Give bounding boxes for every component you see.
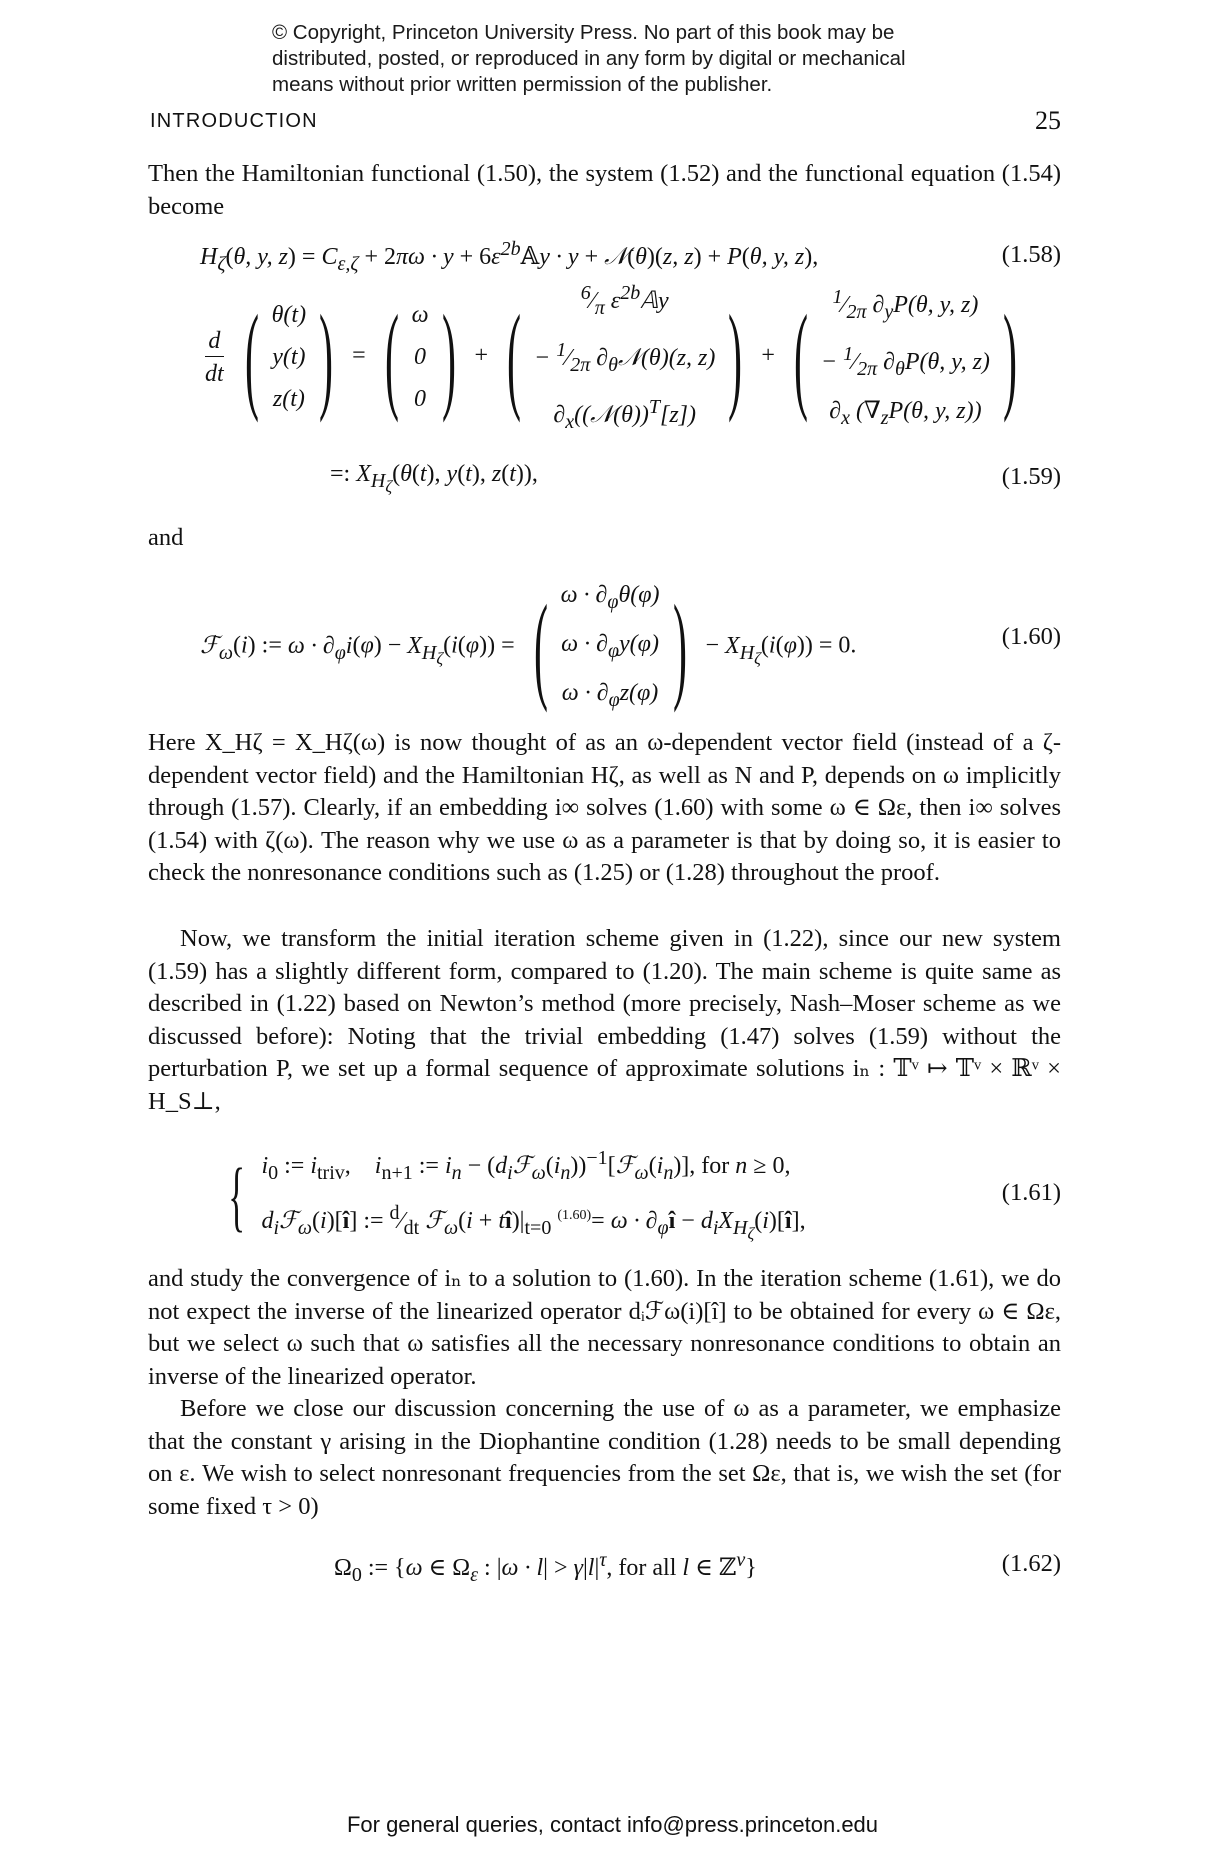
equation-1-61: { $i_0$ := $i_{triv}$, $i_{n+1}$ := $i_n$ − $(d_iℱ_\omega(i_n))^{-1}[ℱ_\omega(i_n)]$, for n ≥ 0, $d_iℱ_\omega(i)[î]$ := $^d⁄_{dt}$ ℱ$_\omega$(i + $tî)|_{t=0}$ $^{(1.60)}= \omega \cdot \partial_\varphi î$ − $d_iX_{H_\zeta}(i)[î]$, — [228, 1147, 806, 1243]
copyright-notice — [272, 20, 1032, 98]
equation-number: (1.62) — [1001, 1550, 1061, 1577]
footer-contact: For general queries, contact info@press.princeton.edu — [346, 1812, 879, 1837]
paragraph-4: and study the convergence of iₙ to a solution to (1.60). In the iteration scheme (1.61), we do not expect the inverse of the linearized operator dᵢℱω(i)[î] to be obtained for every ω ∈ Ωε, but we select ω such that ω satisfies all the necessary nonresonance conditions to obtain an inverse of the linearized operator. — [148, 1265, 1061, 1390]
page-number: 25 — [1035, 106, 1061, 135]
running-head: INTRODUCTION — [150, 110, 318, 132]
paragraph-1: Then the Hamiltonian functional (1.50), the system (1.52) and the functional equation (1.54) become — [148, 160, 1061, 220]
equation-number: (1.60) — [1001, 623, 1061, 650]
copyright-line: © Copyright, Princeton University Press. No part of this book may be — [272, 21, 895, 44]
paragraph-5: Before we close our discussion concerning the use of ω as a parameter, we emphasize that the constant γ arising in the Diophantine condition (1.28) needs to be small depending on ε. We wish to select nonresonant frequencies from the set Ωε, that is, we wish the set (for some fixed τ > 0) — [148, 1395, 1061, 1520]
equation-1-59: $\frac{d}{dt}$ ( θ(t) y(t) z(t) ) = ( ω 0 0 ) + ( $^6⁄_\pi$ $\varepsilon^{2b}𝔸y$ − $^1⁄_{2\pi}$ $\partial_\theta 𝒩(\theta)(z$, z) $\partial_x((𝒩(\theta))^T[z])$ ) + ( $^1⁄_{2\pi}$ $\partial_yP(\theta$, y, z) − $^1⁄_{2\pi}$ $\partial_\theta P(\theta$, y, z) $\partial_x$ ($\nabla_zP(\theta$, y, z)) ) — [205, 282, 1017, 433]
equation-number: (1.61) — [1001, 1179, 1061, 1206]
equation-1-62: $\Omega_0$ := {ω ∈ $\Omega_\varepsilon$ : $|\omega \cdot l| > \gamma|l|^\tau$, for all l ∈ ℤ$^\nu$} — [334, 1549, 757, 1586]
equation-1-59-definition: =: $X_{H_\zeta}(\theta(t)$, y(t), z(t)), — [330, 461, 538, 496]
connector-and: and — [148, 524, 184, 551]
copyright-line: means without prior written permission of the publisher. — [272, 73, 773, 96]
equation-number: (1.59) — [1001, 463, 1061, 490]
copyright-line: distributed, posted, or reproduced in any form by digital or mechanical — [272, 47, 906, 70]
equation-1-60: ℱ$_\omega$(i) := $\omega \cdot \partial_\varphi i(\varphi) - X_{H_\zeta}(i(\varphi))$ = ( $\omega \cdot \partial_\varphi\theta(\varphi)$ $\omega \cdot \partial_\varphi y(\varphi)$ $\omega \cdot \partial_\varphi z(\varphi)$ ) − $X_{H_\zeta}(i(\varphi)) = 0$. — [200, 580, 857, 714]
paragraph-2: Here X_Hζ = X_Hζ(ω) is now thought of as an ω-dependent vector field (instead of a ζ-dependent vector field) and the Hamiltonian Hζ, as well as N and P, depends on ω implicitly through (1.57). Clearly, if an embedding i∞ solves (1.60) with some ω ∈ Ωε, then i∞ solves (1.54) with ζ(ω). The reason why we use ω as a parameter is that by doing so, it is easier to check the nonresonance conditions such as (1.25) or (1.28) throughout the proof. — [148, 729, 1061, 887]
equation-number: (1.58) — [1001, 241, 1061, 268]
paragraph-3: Now, we transform the initial iteration scheme given in (1.22), since our new system (1.59) has a slightly different form, compared to (1.20). The main scheme is quite same as described in (1.22) based on Newton’s method (more precisely, Nash–Moser scheme as we discussed before): Noting that the trivial embedding (1.47) solves (1.59) without the perturbation P, we set up a formal sequence of approximate solutions iₙ : 𝕋ᵛ ↦ 𝕋ᵛ × ℝᵛ × H_S⊥, — [148, 925, 1061, 1115]
equation-1-58: $H_\zeta(\theta$, y, $z) = C_{\varepsilon,\zeta} + 2\pi\omega \cdot y$ + $6\varepsilon^{2b}𝔸y \cdot y$ + 𝒩(θ)(z, z) + P(θ, y, z), — [200, 238, 819, 275]
